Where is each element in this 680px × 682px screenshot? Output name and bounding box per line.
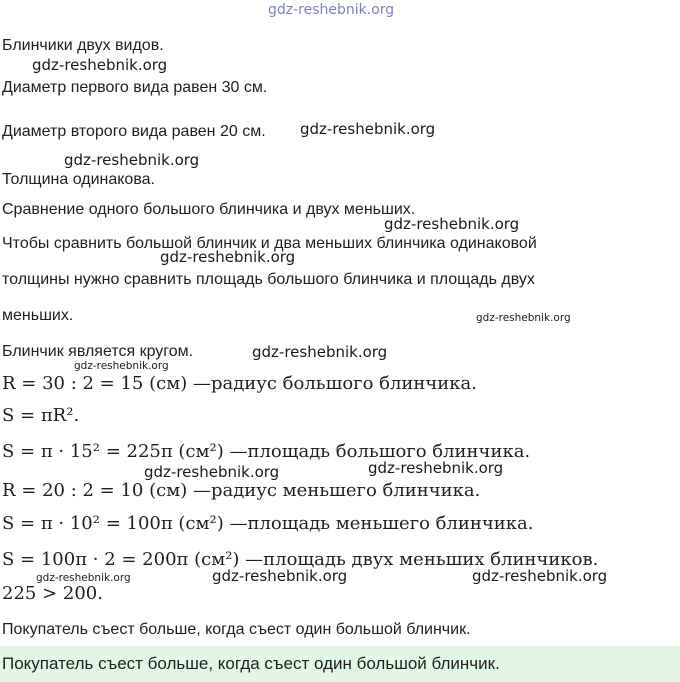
formula-line-6: S = 100π · 2 = 200π (см²) —площадь двух меньших блинчиков. xyxy=(2,549,599,570)
text-line-2: Диаметр первого вида равен 30 см. xyxy=(2,79,268,96)
text-line-1: Блинчики двух видов. xyxy=(2,37,164,54)
watermark: gdz-reshebnik.org xyxy=(472,567,608,585)
formula-line-2: S = πR². xyxy=(2,405,80,426)
watermark: gdz-reshebnik.org xyxy=(384,215,520,233)
formula-line-5: S = π · 10² = 100π (см²) —площадь меньшего блинчика. xyxy=(2,513,534,534)
answer-box xyxy=(0,646,680,682)
watermark: gdz-reshebnik.org xyxy=(212,567,348,585)
watermark: gdz-reshebnik.org xyxy=(64,151,200,169)
conclusion-text: Покупатель съест больше, когда съест один большой блинчик. xyxy=(2,621,471,638)
formula-line-1: R = 30 : 2 = 15 (см) —радиус большого блинчика. xyxy=(2,373,478,394)
watermark-top: gdz-reshebnik.org xyxy=(268,2,395,18)
text-line-3: Диаметр второго вида равен 20 см. xyxy=(2,123,266,140)
answer-text: Покупатель съест больше, когда съест один большой блинчик. xyxy=(2,654,500,673)
text-line-5: Сравнение одного большого блинчика и двух меньших. xyxy=(2,201,416,218)
watermark: gdz-reshebnik.org xyxy=(368,459,504,477)
text-line-6: Чтобы сравнить большой блинчик и два меньших блинчика одинаковой xyxy=(2,235,537,252)
watermark: gdz-reshebnik.org xyxy=(252,343,388,361)
watermark: gdz-reshebnik.org xyxy=(144,463,280,481)
text-line-9: Блинчик является кругом. xyxy=(2,343,194,360)
text-line-7: толщины нужно сравнить площадь большого блинчика и площадь двух xyxy=(2,271,535,288)
text-line-8: меньших. xyxy=(2,307,74,324)
watermark: gdz-reshebnik.org xyxy=(74,360,169,372)
watermark: gdz-reshebnik.org xyxy=(300,120,436,138)
formula-line-3: S = π · 15² = 225π (см²) —площадь большого блинчика. xyxy=(2,441,531,462)
watermark: gdz-reshebnik.org xyxy=(32,56,168,74)
formula-line-4: R = 20 : 2 = 10 (см) —радиус меньшего блинчика. xyxy=(2,480,481,501)
watermark: gdz-reshebnik.org xyxy=(160,248,296,266)
watermark: gdz-reshebnik.org xyxy=(476,312,571,324)
formula-line-7: 225 > 200. xyxy=(2,583,103,604)
text-line-4: Толщина одинакова. xyxy=(2,171,155,188)
watermark: gdz-reshebnik.org xyxy=(36,572,131,584)
